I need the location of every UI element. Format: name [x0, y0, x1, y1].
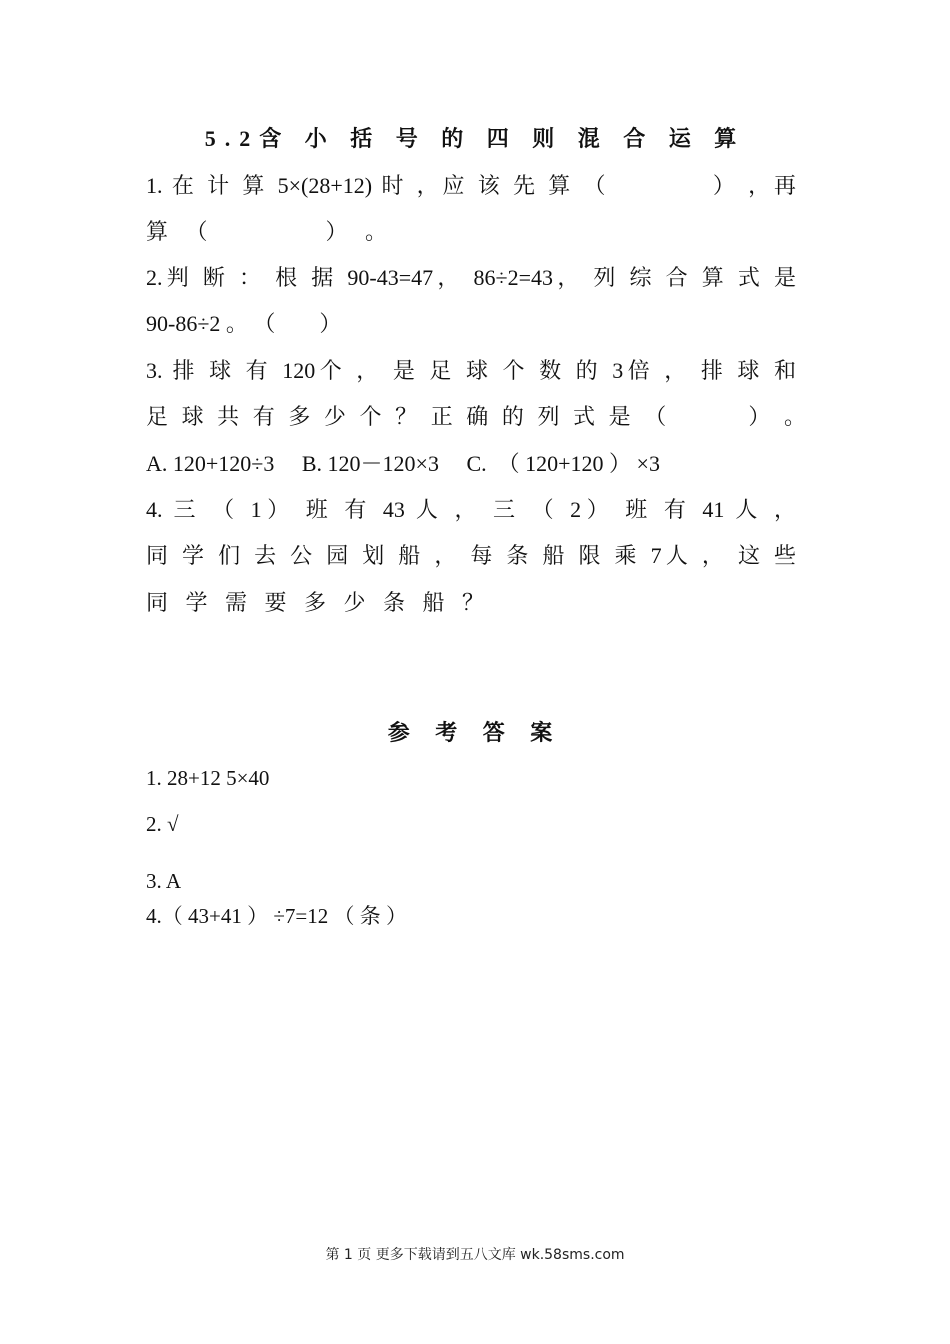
answers-title: 参 考 答 案	[387, 720, 563, 745]
page-footer: 第 1 页 更多下载请到五八文库 wk.58sms.com	[325, 1247, 625, 1263]
question-4-line-3: 同 学 需 要 多 少 条 船 ？	[146, 590, 491, 615]
answer-3: 3. A	[146, 869, 182, 893]
question-2-line-1: 2.判 断 ： 根 据 90-43=47， 86÷2=43， 列 综 合 算 式 是	[146, 265, 796, 290]
question-4-line-2: 同 学 们 去 公 园 划 船 ， 每 条 船 限 乘 7人 ， 这 些	[146, 543, 796, 568]
question-3-line-1: 3. 排 球 有 120个 ， 是 足 球 个 数 的 3倍 ， 排 球 和	[146, 358, 796, 383]
question-4-line-1: 4. 三 （ 1） 班 有 43 人 ， 三 （ 2） 班 有 41 人 ，	[146, 497, 796, 522]
answer-2: 2. √	[146, 812, 179, 836]
page-title: 5.2含 小 括 号 的 四 则 混 合 运 算	[204, 126, 746, 151]
question-3-line-2: 足 球 共 有 多 少 个 ？ 正 确 的 列 式 是 （ ） 。	[146, 404, 806, 429]
answer-1: 1. 28+12 5×40	[146, 766, 270, 790]
question-1-line-2: 算 （ ） 。	[146, 219, 394, 244]
answer-4: 4.（ 43+41 ） ÷7=12 （ 条 ）	[146, 904, 407, 928]
question-2-line-2: 90-86÷2 。 （ ）	[146, 311, 342, 336]
question-1-line-1: 1. 在 计 算 5×(28+12) 时 ，应 该 先 算 （ ） ，再	[146, 173, 796, 198]
question-3-options: A. 120+120÷3 B. 120－120×3 C. （ 120+120 ） ×3	[146, 451, 660, 476]
